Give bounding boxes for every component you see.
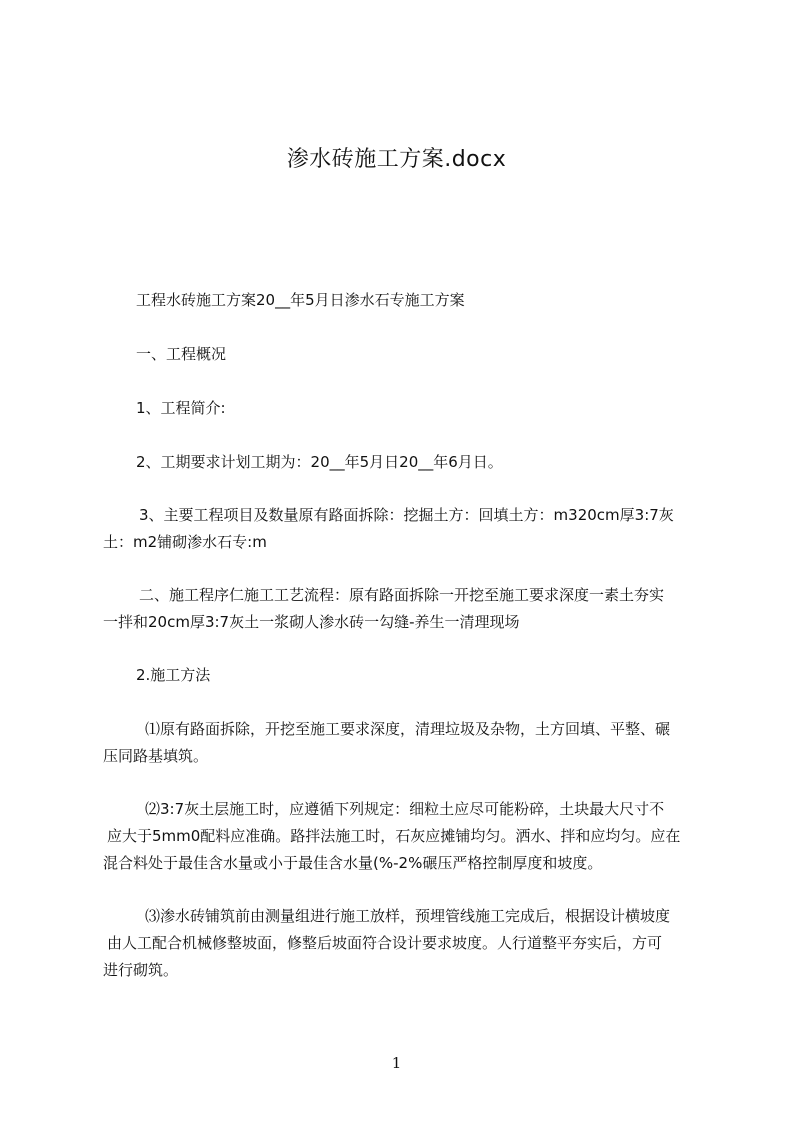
text-line: 压同路基填筑。 [103,747,209,765]
text-line: 3、主要工程项目及数量原有路面拆除：挖掘土方：回填土方：m320cm厚3:7灰 [139,506,674,524]
text-line: 2、工期要求计划工期为：20__年5月日20__年6月日。 [136,453,503,471]
text-line: 二、施工程序仁施工工艺流程：原有路面拆除一开挖至施工要求深度一素土夯实 [139,586,665,604]
paragraph-method-heading [103,662,709,689]
paragraph-intro [103,287,709,314]
text-line: 2.施工方法 [136,666,211,684]
text-line: 进行砌筑。 [103,961,179,979]
paragraph-method-2 [103,796,709,877]
text-line: 由人工配合机械修整坡面，修整后坡面符合设计要求坡度。人行道整平夯实后，方可 [107,934,663,952]
text-line: 混合料处于最佳含水量或小于最佳含水量(%-2%碾压严格控制厚度和坡度。 [103,854,603,872]
text-line: ⑵3:7灰土层施工时，应遵循下列规定：细粒土应尽可能粉碎，土块最大尺寸不 [145,800,665,818]
paragraph-section-2 [103,582,709,636]
text-line: ⑴原有路面拆除，开挖至施工要求深度，清理垃圾及杂物，土方回填、平整、碾 [145,720,671,738]
text-line: 1、工程简介: [136,399,226,417]
text-line: 工程水砖施工方案20__年5月日渗水石专施工方案 [136,291,465,309]
text-line: 一、工程概况 [136,345,227,363]
paragraph-method-3 [103,903,709,984]
text-line: 土：m2铺砌渗水石专:m [103,533,267,551]
page-number: 1 [391,1054,402,1072]
paragraph-method-1 [103,716,709,770]
document-title: 渗水砖施工方案.docx [286,147,507,172]
paragraph-item-3 [103,502,709,556]
paragraph-item-1 [103,395,709,422]
paragraph-item-2 [103,449,709,476]
text-line: 一拌和20cm厚3:7灰土一浆砌人渗水砖一勾缝-养生一清理现场 [103,613,520,631]
paragraph-section-1-heading [103,341,709,368]
text-line: 应大于5mm0配料应准确。路拌法施工时，石灰应摊铺均匀。洒水、拌和应均匀。应在 [107,827,681,845]
text-line: ⑶渗水砖铺筑前由测量组进行施工放样，预埋管线施工完成后，根据设计横坡度 [145,907,671,925]
